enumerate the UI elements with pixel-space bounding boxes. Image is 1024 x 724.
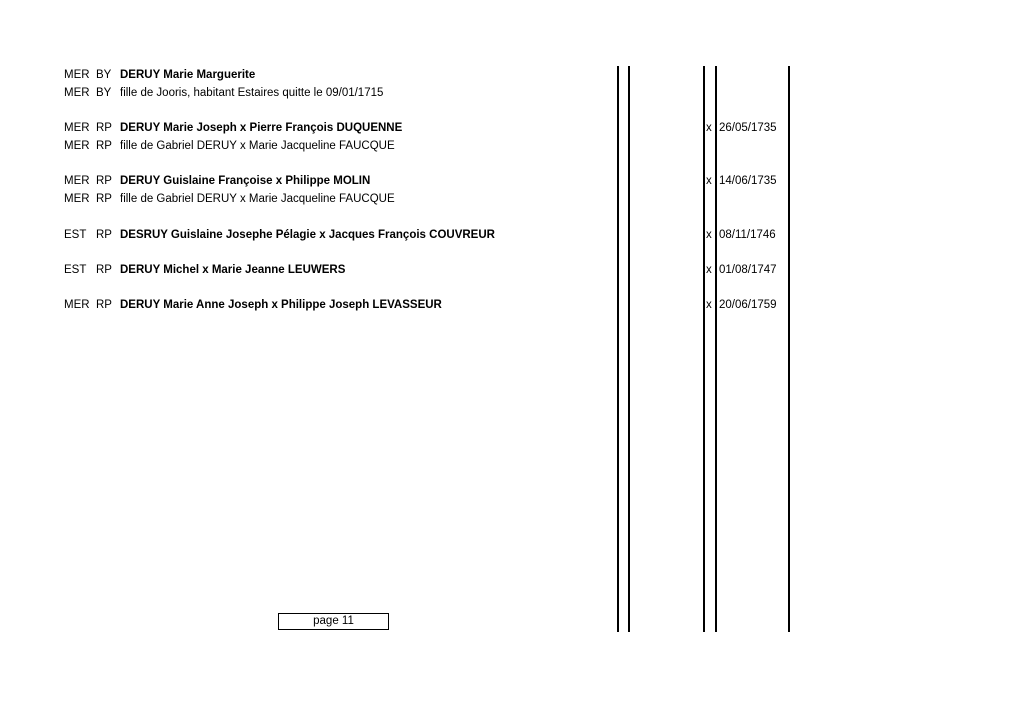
record-type: RP	[96, 140, 112, 152]
record-type: RP	[96, 264, 112, 276]
record-location: EST	[64, 229, 87, 241]
record-location: MER	[64, 87, 90, 99]
record-location: MER	[64, 69, 90, 81]
record-note: fille de Jooris, habitant Estaires quitte le 09/01/1715	[120, 87, 384, 99]
record-type: BY	[96, 87, 112, 99]
record-date: 26/05/1735	[719, 122, 777, 134]
record-row	[0, 66, 1024, 84]
record-mark: x	[706, 264, 712, 276]
record-name: DERUY Guislaine Françoise x Philippe MOLIN	[120, 175, 371, 187]
record-name: DESRUY Guislaine Josephe Pélagie x Jacques François COUVREUR	[120, 229, 495, 241]
record-location: MER	[64, 175, 90, 187]
record-row	[0, 119, 1024, 137]
record-location: EST	[64, 264, 87, 276]
record-mark: x	[706, 175, 712, 187]
record-mark: x	[706, 122, 712, 134]
record-location: MER	[64, 299, 90, 311]
page-number-box	[278, 613, 389, 630]
record-row	[0, 226, 1024, 244]
record-type: RP	[96, 122, 112, 134]
record-row	[0, 261, 1024, 279]
record-name: DERUY Marie Joseph x Pierre François DUQUENNE	[120, 122, 403, 134]
record-row	[0, 296, 1024, 314]
record-type: RP	[96, 299, 112, 311]
record-row	[0, 190, 1024, 208]
record-note: fille de Gabriel DERUY x Marie Jacqueline FAUCQUE	[120, 193, 395, 205]
record-type: RP	[96, 193, 112, 205]
record-location: MER	[64, 122, 90, 134]
record-mark: x	[706, 229, 712, 241]
record-date: 01/08/1747	[719, 264, 777, 276]
record-date: 14/06/1735	[719, 175, 777, 187]
record-name: DERUY Marie Marguerite	[120, 69, 256, 81]
record-location: MER	[64, 193, 90, 205]
record-note: fille de Gabriel DERUY x Marie Jacqueline FAUCQUE	[120, 140, 395, 152]
record-row	[0, 84, 1024, 102]
record-type: RP	[96, 229, 112, 241]
record-type: RP	[96, 175, 112, 187]
record-row	[0, 137, 1024, 155]
record-name: DERUY Michel x Marie Jeanne LEUWERS	[120, 264, 346, 276]
record-date: 20/06/1759	[719, 299, 777, 311]
record-row	[0, 172, 1024, 190]
record-mark: x	[706, 299, 712, 311]
record-name: DERUY Marie Anne Joseph x Philippe Joseph LEVASSEUR	[120, 299, 442, 311]
record-type: BY	[96, 69, 112, 81]
record-location: MER	[64, 140, 90, 152]
record-date: 08/11/1746	[719, 229, 776, 241]
page-number: page 11	[313, 615, 354, 627]
